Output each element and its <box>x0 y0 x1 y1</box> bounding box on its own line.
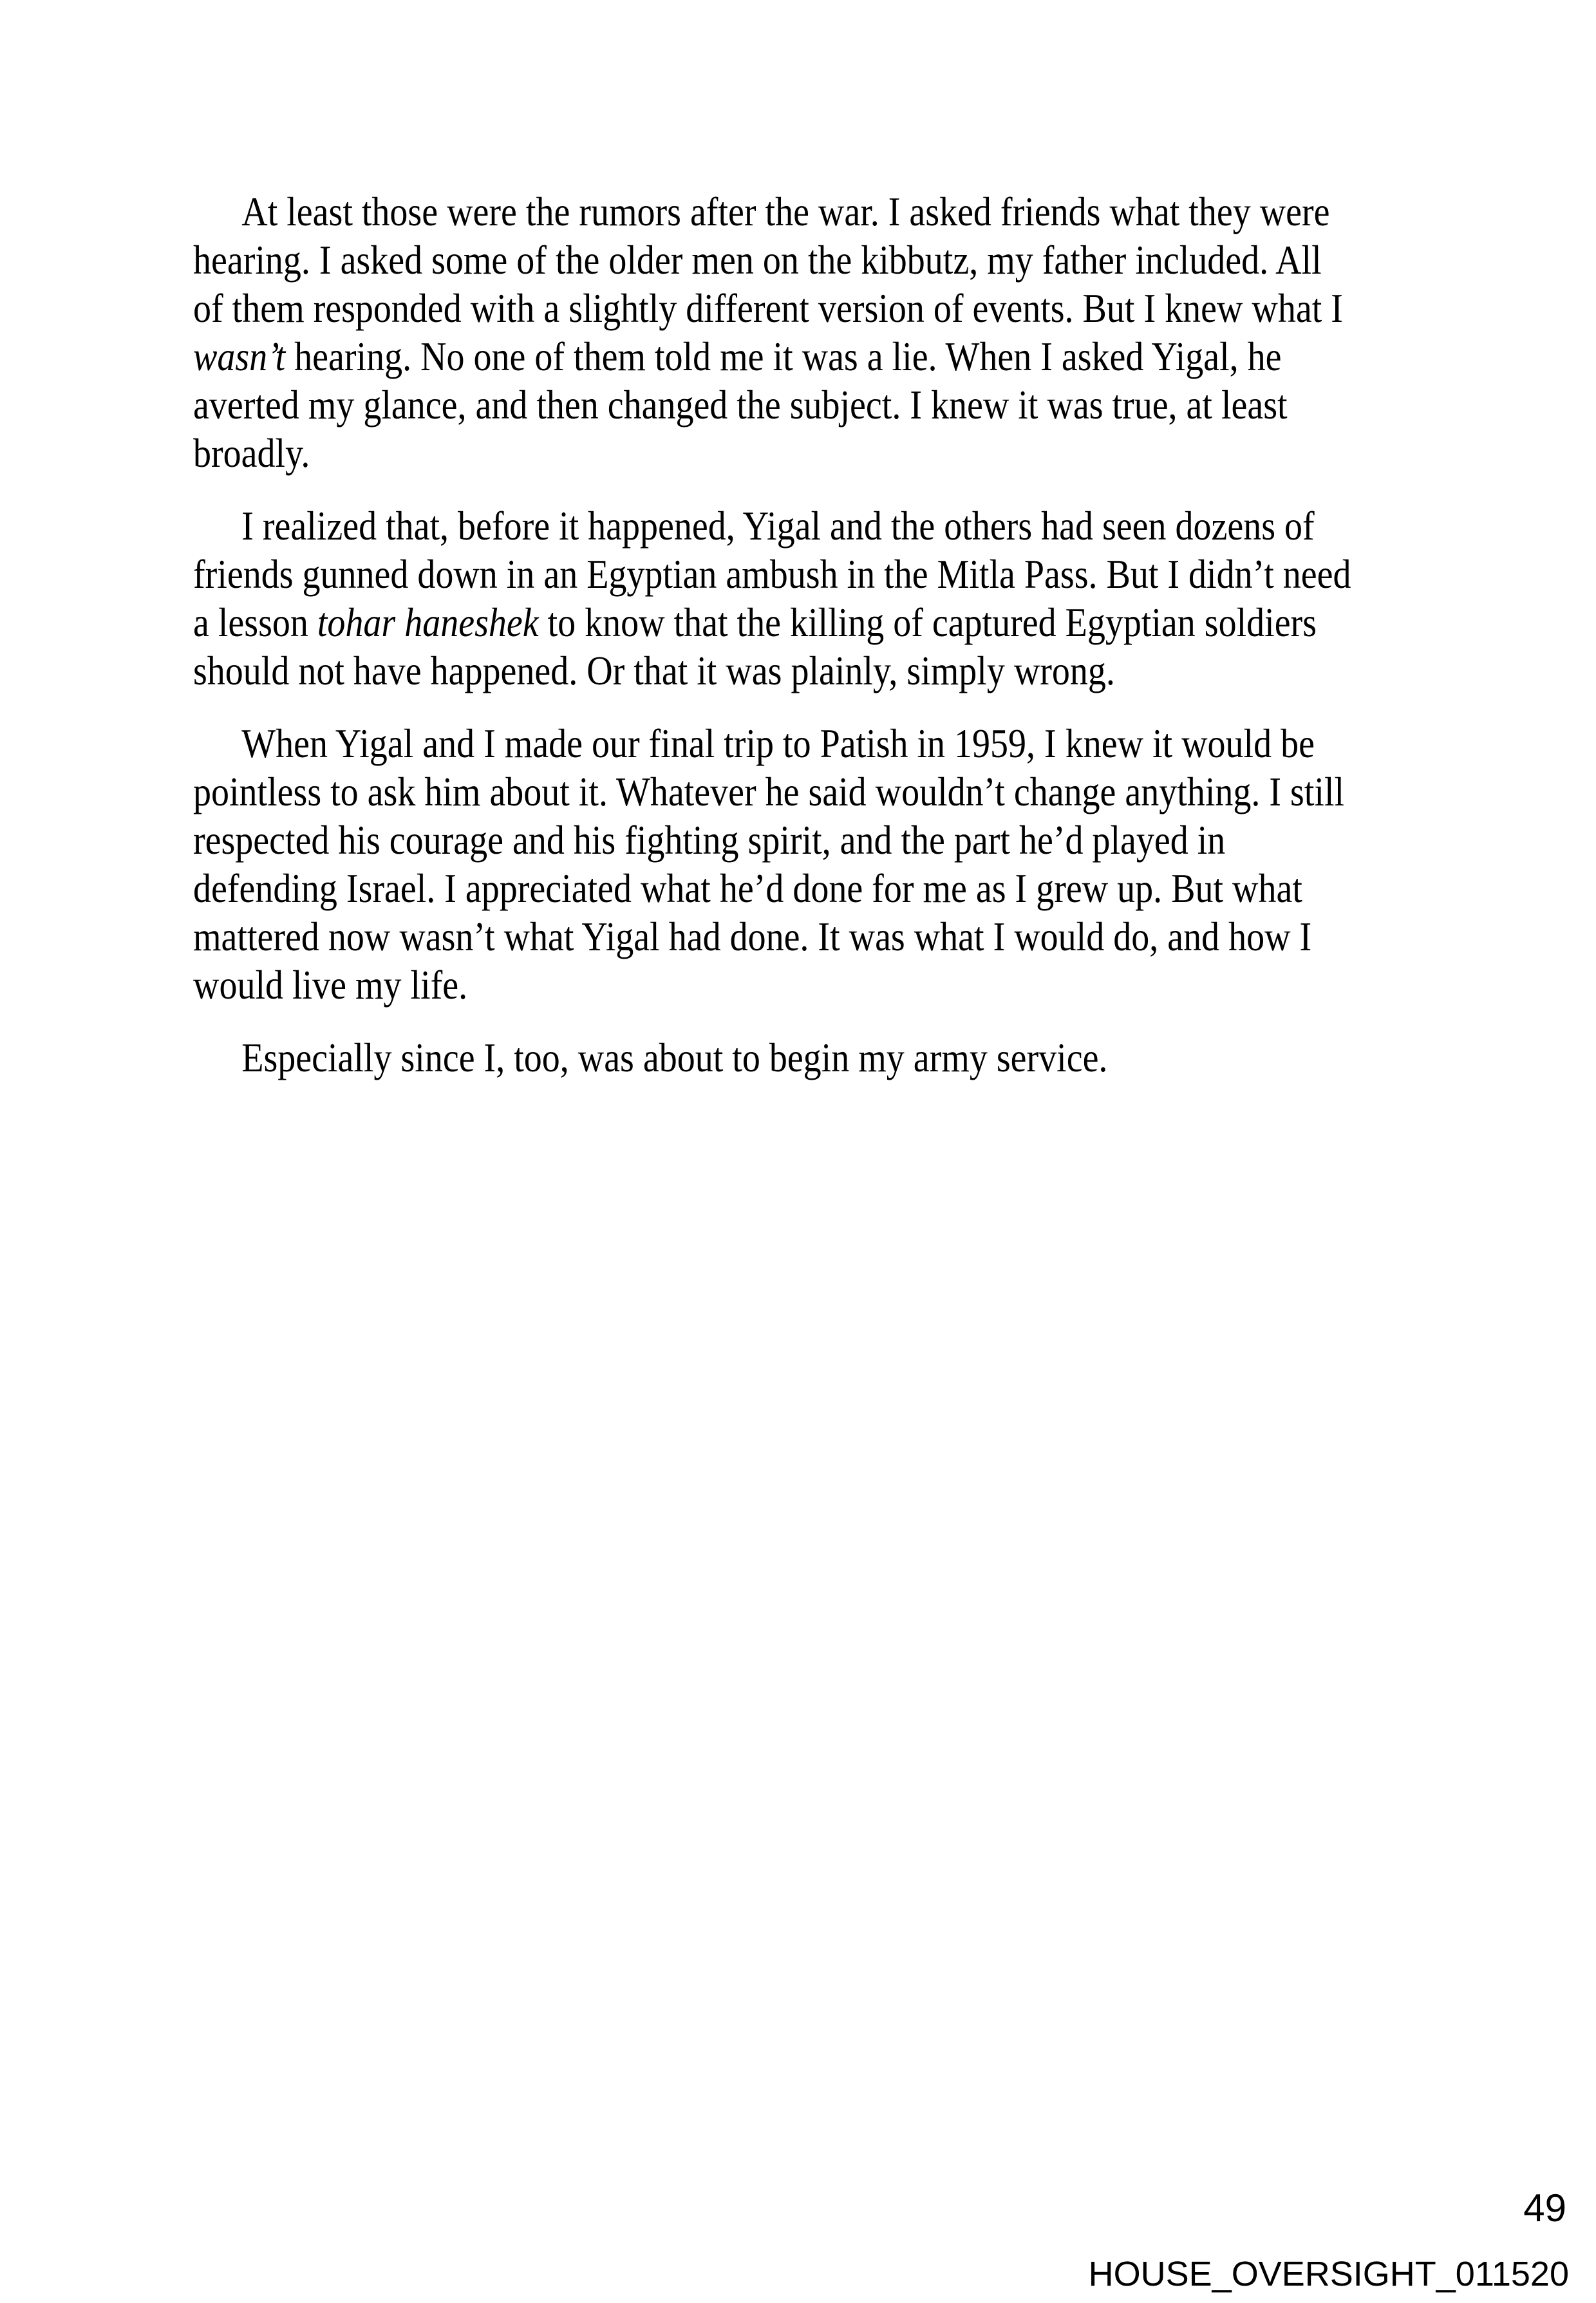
text-segment: a lesson <box>193 599 317 645</box>
page-number: 49 <box>1523 2186 1566 2230</box>
text-line <box>193 598 1489 646</box>
text-line <box>193 767 1489 816</box>
text-segment: should not have happened. Or that it was plainly, simply wrong. <box>193 648 1115 693</box>
text-line <box>193 236 1489 284</box>
text-line <box>193 429 1489 477</box>
text-line <box>193 381 1489 429</box>
text-segment: would live my life. <box>193 962 468 1008</box>
text-line <box>193 332 1489 381</box>
text-line <box>193 187 1489 236</box>
paragraph <box>193 187 1489 477</box>
paragraph <box>193 502 1489 695</box>
text-line <box>193 719 1489 767</box>
text-line <box>193 1033 1489 1082</box>
text-line <box>193 961 1489 1009</box>
text-line <box>193 550 1489 598</box>
text-line <box>193 284 1489 332</box>
text-segment: When Yigal and I made our final trip to Patish in 1959, I knew it would be <box>241 720 1315 766</box>
text-line <box>193 646 1489 695</box>
text-segment: friends gunned down in an Egyptian ambush in the Mitla Pass. But I didn’t need <box>193 551 1351 597</box>
text-segment: pointless to ask him about it. Whatever he said wouldn’t change anything. I still <box>193 769 1345 814</box>
text-line <box>193 502 1489 550</box>
body-text <box>193 187 1489 1106</box>
text-segment: averted my glance, and then changed the subject. I knew it was true, at least <box>193 382 1288 428</box>
bates-stamp: HOUSE_OVERSIGHT_011520 <box>1088 2255 1569 2293</box>
paragraph <box>193 1033 1489 1082</box>
text-segment: hearing. No one of them told me it was a lie. When I asked Yigal, he <box>285 334 1282 379</box>
text-segment: mattered now wasn’t what Yigal had done. It was what I would do, and how I <box>193 914 1312 959</box>
text-line <box>193 864 1489 912</box>
text-segment: to know that the killing of captured Egyptian soldiers <box>538 599 1317 645</box>
text-segment: hearing. I asked some of the older men on the kibbutz, my father included. All <box>193 237 1322 283</box>
text-segment: At least those were the rumors after the war. I asked friends what they were <box>241 189 1330 234</box>
text-segment: respected his courage and his fighting spirit, and the part he’d played in <box>193 817 1226 863</box>
text-segment: broadly. <box>193 430 310 476</box>
italic-text-segment: tohar haneshek <box>317 599 539 645</box>
paragraph <box>193 719 1489 1009</box>
text-segment: Especially since I, too, was about to begin my army service. <box>241 1035 1108 1080</box>
italic-text-segment: wasn’t <box>193 334 286 379</box>
text-line <box>193 816 1489 864</box>
text-line <box>193 912 1489 961</box>
text-segment: of them responded with a slightly different version of events. But I knew what I <box>193 285 1343 331</box>
text-segment: defending Israel. I appreciated what he’d done for me as I grew up. But what <box>193 865 1302 911</box>
text-segment: I realized that, before it happened, Yigal and the others had seen dozens of <box>241 503 1315 549</box>
